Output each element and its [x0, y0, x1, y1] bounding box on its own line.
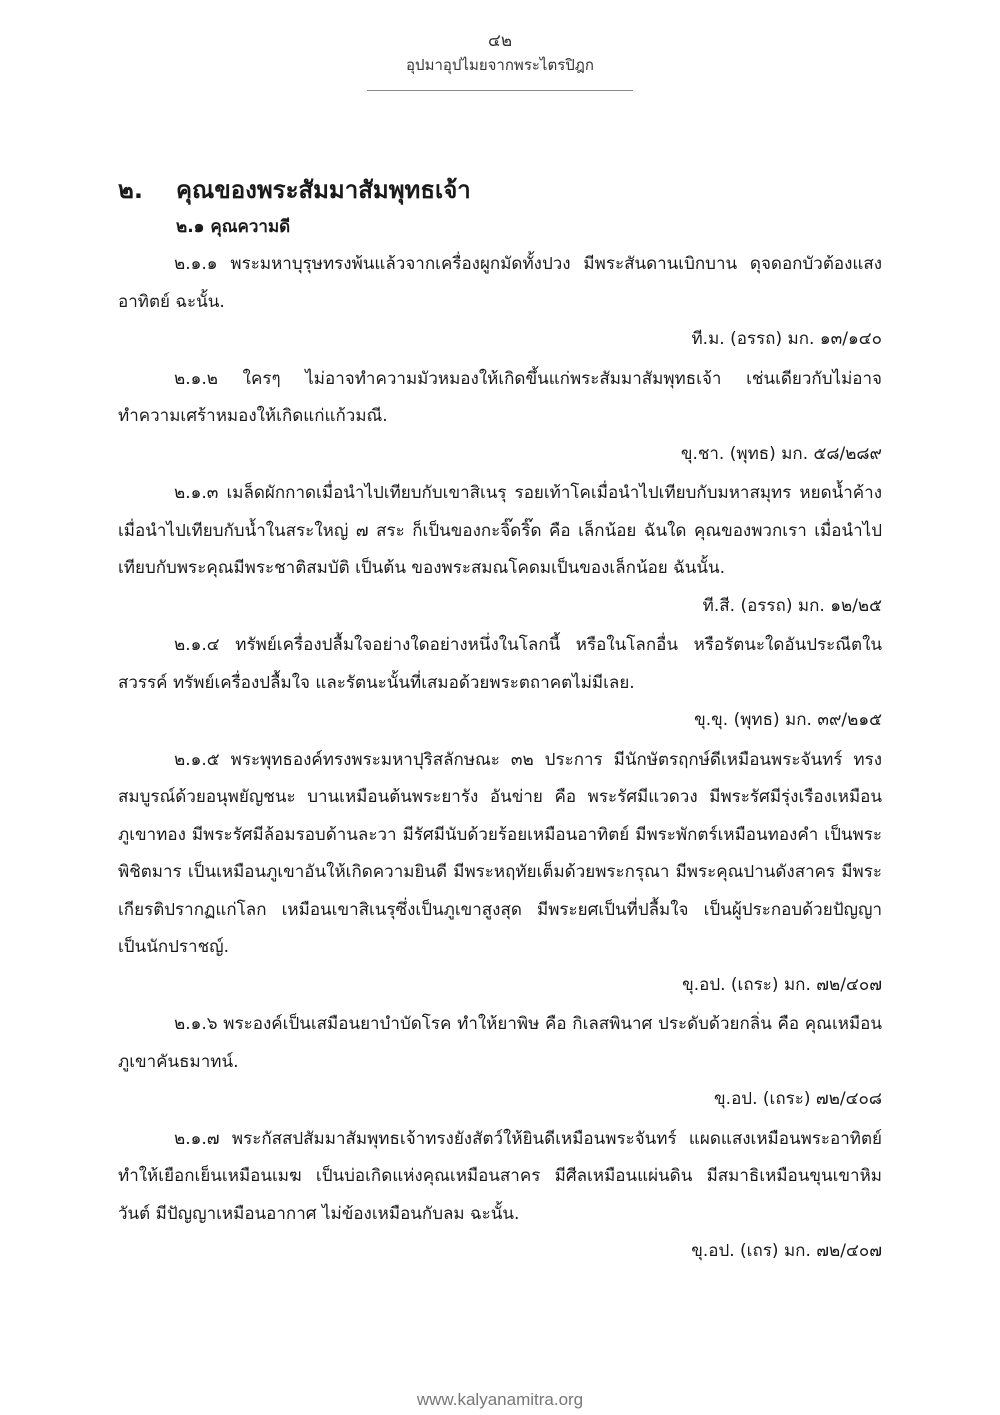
entry-reference: ขุ.ชา. (พุทธ) มก. ๕๘/๒๘๙: [680, 443, 882, 464]
entry-reference: ที.สี. (อรรถ) มก. ๑๒/๒๕: [702, 595, 882, 616]
page-content: [118, 172, 882, 1273]
entry-text: ๒.๑.๔ ทรัพย์เครื่องปลื้มใจอย่างใดอย่างหนึ่งในโลกนี้ หรือในโลกอื่น หรือรัตนะใดอันประณีตในสวรรค์ ทรัพย์เครื่องปลื้มใจ และรัตนะนั้นที่เสมอด้วยพระตถาคตไม่มีเลย.: [118, 635, 882, 693]
entry-reference: ขุ.อป. (เถร) มก. ๗๒/๔๐๗: [691, 1241, 882, 1261]
entry-text: ๒.๑.๓ เมล็ดผักกาดเมื่อนำไปเทียบกับเขาสิเนรุ รอยเท้าโคเมื่อนำไปเทียบกับมหาสมุทร หยดน้ำค้างเมื่อนำไปเทียบกับน้ำในสระใหญ่ ๗ สระ ก็เป็นของกะจิ๊ดริ๊ด คือ เล็กน้อย ฉันใด คุณของพวกเรา เมื่อนำไปเทียบกับพระคุณมีพระชาติสมบัติ เป็นต้น ของพระสมณโคดมเป็นของเล็กน้อย ฉันนั้น.: [118, 483, 882, 578]
entry-reference: ขุ.อป. (เถระ) ๗๒/๔๐๘: [714, 1089, 882, 1109]
page-number: ๔๒: [487, 31, 513, 51]
entry-text: ๒.๑.๑ พระมหาบุรุษทรงพ้นแล้วจากเครื่องผูกมัดทั้งปวง มีพระสันดานเบิกบาน ดุจดอกบัวต้องแสงอาทิตย์ ฉะนั้น.: [118, 254, 882, 312]
page-header: [0, 30, 1000, 91]
entry-text: ๒.๑.๖ พระองค์เป็นเสมือนยาบำบัดโรค ทำให้ยาพิษ คือ กิเลสพินาศ ประดับด้วยกลิ่น คือ คุณเหมือนภูเขาคันธมาทน์.: [118, 1014, 882, 1072]
entry-reference: ขุ.ขุ. (พุทธ) มก. ๓๙/๒๑๕: [694, 710, 882, 730]
entry-text: ๒.๑.๕ พระพุทธองค์ทรงพระมหาปุริสลักษณะ ๓๒ ประการ มีนักษัตรฤกษ์ดีเหมือนพระจันทร์ ทรงสมบูรณ์ด้วยอนุพยัญชนะ บานเหมือนต้นพระยารัง อันข่าย คือ พระรัศมีแวดวง มีพระรัศมีรุ่งเรืองเหมือนภูเขาทอง มีพระรัศมีล้อมรอบด้านละวา มีรัศมีนับด้วยร้อยเหมือนอาทิตย์ มีพระพักตร์เหมือนทองคำ เป็นพระพิชิตมาร เป็นเหมือนภูเขาอันให้เกิดความยินดี มีพระหฤทัยเต็มด้วยพระกรุณา มีพระคุณปานดังสาคร มีพระเกียรติปรากฏแก่โลก เหมือนเขาสิเนรุซึ่งเป็นภูเขาสูงสุด มีพระยศเป็นที่ปลื้มใจ เป็นผู้ประกอบด้วยปัญญา เป็นนักปราชญ์.: [118, 749, 882, 957]
entry-reference: ขุ.อป. (เถระ) มก. ๗๒/๔๐๗: [682, 974, 882, 995]
section-title: คุณของพระสัมมาสัมพุทธเจ้า: [176, 176, 471, 204]
section-number: ๒.: [118, 176, 143, 204]
entry-text: ๒.๑.๗ พระกัสสปสัมมาสัมพุทธเจ้าทรงยังสัตว์ให้ยินดีเหมือนพระจันทร์ แผดแสงเหมือนพระอาทิตย์ ทำให้เยือกเย็นเหมือนเมฆ เป็นบ่อเกิดแห่งคุณเหมือนสาคร มีศีลเหมือนแผ่นดิน มีสมาธิเหมือนขุนเขาหิมวันต์ มีปัญญาเหมือนอากาศ ไม่ข้องเหมือนกับลม ฉะนั้น.: [118, 1128, 882, 1224]
footer-website: www.kalyanamitra.org: [416, 1390, 584, 1409]
running-title: อุปมาอุปไมยจากพระไตรปิฎก: [406, 56, 594, 74]
section-heading: [118, 172, 882, 208]
entry-text: ๒.๑.๒ ใครๆ ไม่อาจทำความมัวหมองให้เกิดขึ้นแก่พระสัมมาสัมพุทธเจ้า เช่นเดียวกับไม่อาจทำความเศร้าหมองให้เกิดแก่แก้วมณี.: [118, 368, 882, 426]
subsection-heading: ๒.๑ คุณความดี: [176, 217, 291, 237]
header-divider: [367, 90, 633, 91]
entry-reference: ที.ม. (อรรถ) มก. ๑๓/๑๔๐: [691, 329, 882, 349]
